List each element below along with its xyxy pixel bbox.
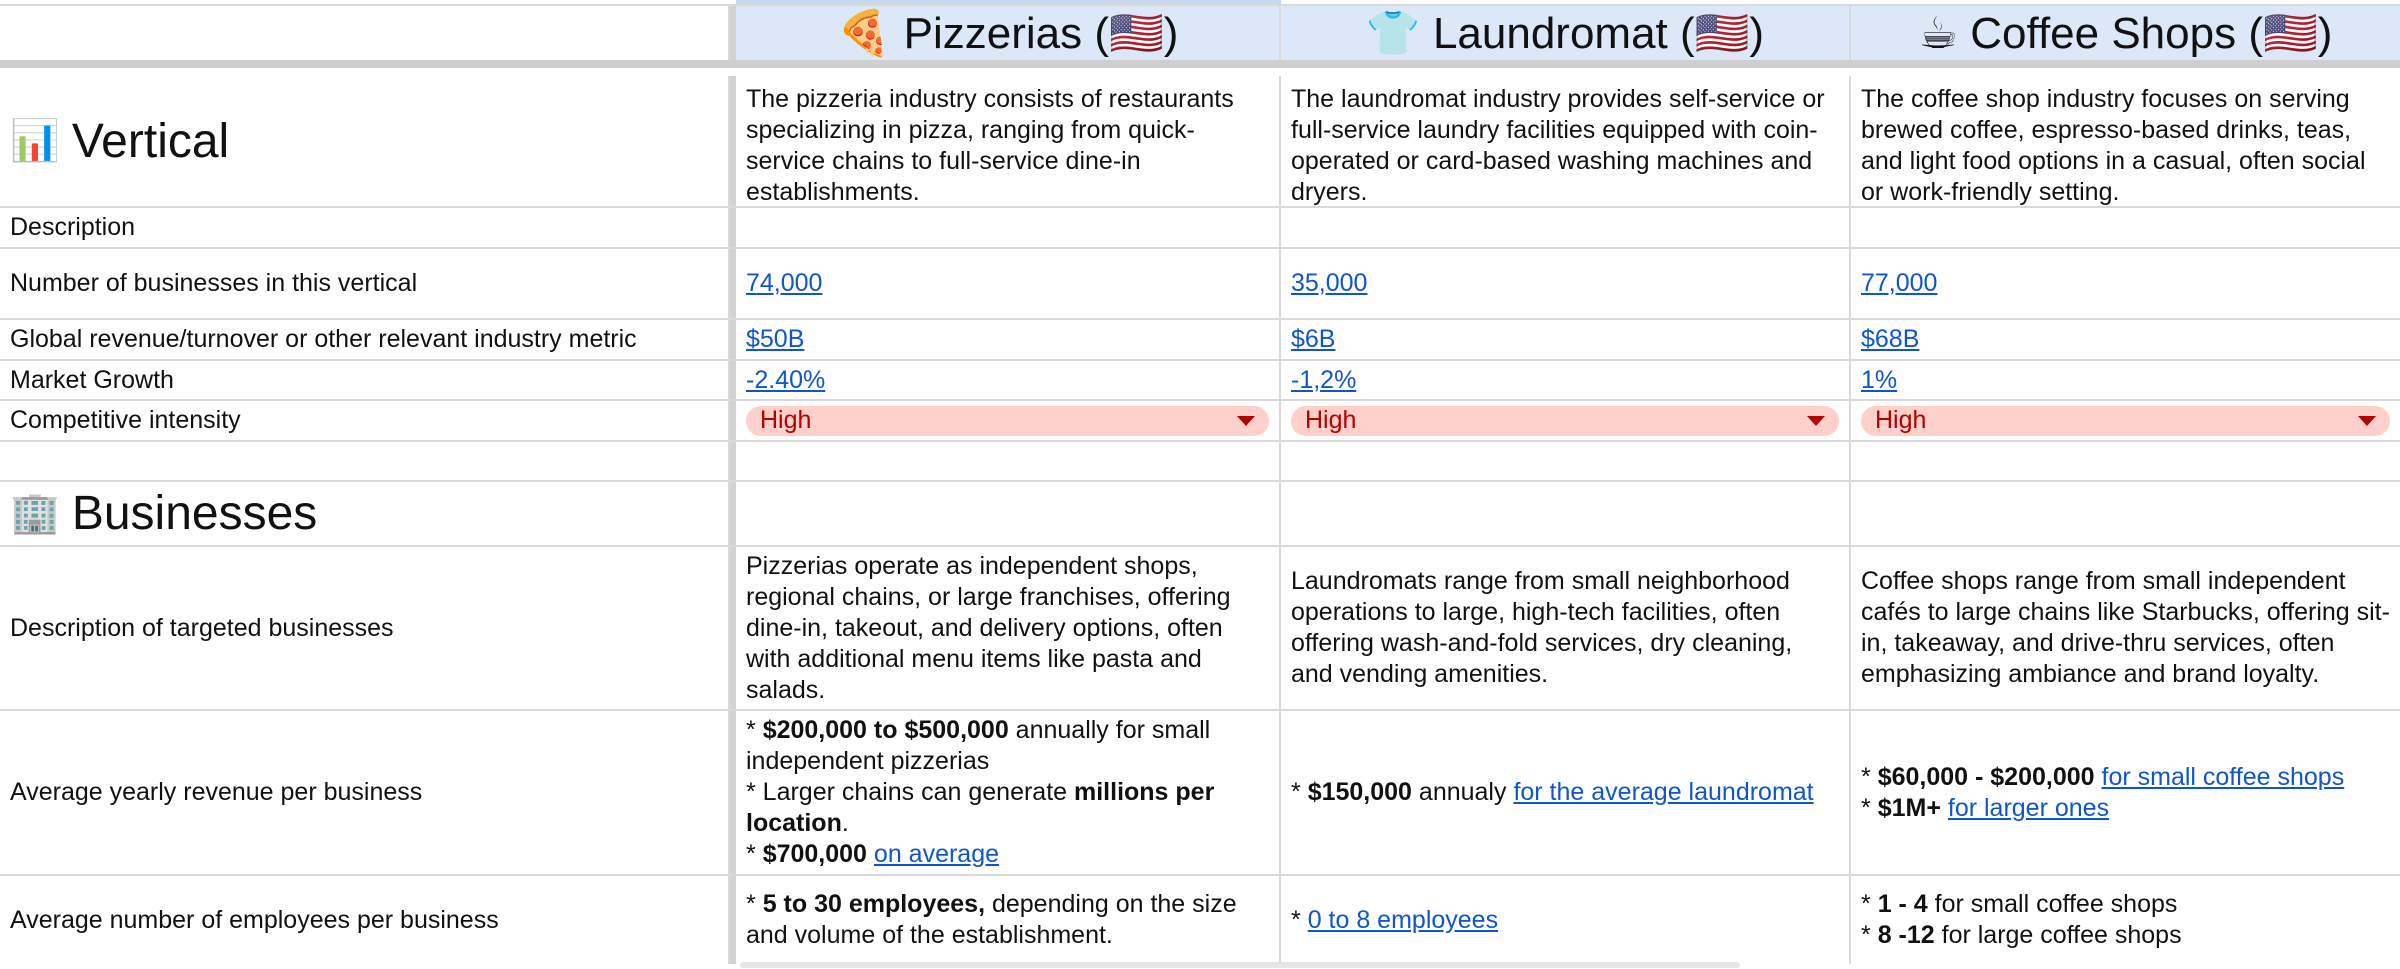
growth-pizzerias-link[interactable]: -2.40%: [746, 365, 826, 394]
header-label: Coffee Shops (🇺🇸): [1970, 8, 2333, 58]
targeted-laundromat[interactable]: Laundromats range from small neighborhood operations to large, high-tech facilities, often offering wash-and-fold services, dry cleaning, and vending amenities.: [1281, 547, 1851, 709]
bullet: *: [1861, 762, 1878, 791]
cell-empty[interactable]: [736, 442, 1281, 480]
cell-empty[interactable]: [736, 482, 1281, 545]
cell-empty[interactable]: [0, 442, 730, 480]
source-link[interactable]: for small coffee shops: [2101, 762, 2345, 791]
competition-dropdown[interactable]: [1291, 406, 1839, 436]
bullet: *: [1861, 793, 1878, 822]
bold-value: 1 - 4: [1877, 890, 1928, 918]
revenue-coffee-link[interactable]: $68B: [1861, 325, 1920, 353]
bullet: *: [1861, 890, 1878, 918]
bullet: *: [746, 890, 763, 918]
coffee-icon: ☕: [1918, 8, 1959, 58]
source-link[interactable]: for the average laundromat: [1513, 778, 1814, 806]
avg-revenue-laundromat[interactable]: [1281, 711, 1851, 874]
header-coffee-shops[interactable]: [1851, 6, 2400, 60]
row-label[interactable]: Average number of employees per business: [0, 876, 730, 964]
competition-coffee-cell: [1851, 401, 2400, 440]
chevron-down-icon: [1237, 416, 1255, 426]
revenue-laundromat-link[interactable]: $6B: [1291, 325, 1336, 353]
cell-empty[interactable]: [1851, 208, 2400, 247]
revenue-line: [746, 839, 1269, 870]
bold-value: 5 to 30 employees,: [762, 890, 986, 918]
vertical-section-row: [0, 76, 2400, 208]
revenue-line: [746, 715, 1269, 777]
cell-empty[interactable]: [1281, 442, 1851, 480]
competition-dropdown[interactable]: [746, 406, 1269, 436]
targeted-pizzerias[interactable]: Pizzerias operate as independent shops, regional chains, or large franchises, offering dine-in, takeout, and delivery options, often with additional menu items like pasta and salads.: [736, 547, 1281, 709]
bold-value: $200,000 to $500,000: [762, 716, 1009, 744]
text: * Larger chains can generate: [746, 778, 1074, 806]
chevron-down-icon: [2358, 416, 2376, 426]
vertical-desc-laundromat[interactable]: The laundromat industry provides self-service or full-service laundry facilities equipped with coin-operated or card-based washing machines and dryers.: [1281, 76, 1851, 206]
header-cell-empty[interactable]: [0, 6, 730, 60]
bold-value: $700,000: [762, 840, 867, 868]
dropdown-value: High: [1305, 406, 1357, 434]
num-businesses-coffee-link[interactable]: 77,000: [1861, 269, 1938, 297]
avg-revenue-pizzerias[interactable]: [736, 711, 1281, 874]
bold-value: $60,000 - $200,000: [1877, 762, 2095, 791]
businesses-section-row: [0, 482, 2400, 547]
avg-revenue-row: [0, 711, 2400, 876]
header-laundromat[interactable]: [1281, 6, 1851, 60]
office-building-icon: 🏢: [10, 491, 60, 535]
text: .: [841, 809, 849, 837]
text: for small coffee shops: [1927, 890, 2178, 918]
avg-employees-coffee[interactable]: [1851, 876, 2400, 964]
selected-column-indicator: [736, 0, 1281, 4]
row-label[interactable]: Global revenue/turnover or other relevant industry metric: [0, 320, 730, 359]
bullet: *: [746, 716, 763, 744]
competition-laundromat-cell: [1281, 401, 1851, 440]
targeted-coffee[interactable]: Coffee shops range from small independent cafés to large chains like Starbucks, offering sit-in, takeaway, and drive-thru services, often emphasizing ambiance and brand loyalty.: [1861, 567, 2390, 688]
bold-value: $150,000: [1307, 778, 1412, 806]
competition-row: [0, 401, 2400, 442]
header-label: Laundromat (🇺🇸): [1432, 8, 1765, 58]
header-row: [0, 6, 2400, 68]
bold-value: 8 -12: [1877, 921, 1935, 949]
competition-pizzerias-cell: [736, 401, 1281, 440]
num-businesses-pizzerias-link[interactable]: 74,000: [746, 269, 823, 297]
cell-empty[interactable]: [1851, 482, 2400, 545]
header-pizzerias[interactable]: [736, 6, 1281, 60]
revenue-row: [0, 320, 2400, 361]
source-link[interactable]: on average: [873, 840, 1000, 868]
cell-empty[interactable]: [1851, 442, 2400, 480]
horizontal-scrollbar[interactable]: [740, 962, 1740, 968]
bullet: *: [1291, 778, 1308, 806]
text: annually for small independent pizzerias: [746, 716, 1211, 775]
targeted-businesses-row: [0, 547, 2400, 711]
header-label: Pizzerias (🇺🇸): [903, 8, 1179, 58]
num-businesses-row: [0, 249, 2400, 320]
avg-revenue-coffee[interactable]: [1851, 711, 2400, 874]
growth-coffee-link[interactable]: 1%: [1861, 365, 1898, 394]
source-link[interactable]: 0 to 8 employees: [1307, 905, 1499, 934]
vertical-desc-pizzerias[interactable]: The pizzeria industry consists of restaurants specializing in pizza, ranging from quick-service chains to full-service dine-in establishments.: [736, 76, 1281, 206]
description-row: [0, 208, 2400, 249]
cell-empty[interactable]: [736, 208, 1281, 247]
bullet: *: [746, 840, 763, 868]
section-title: Vertical: [71, 114, 230, 168]
cell-empty[interactable]: [1281, 482, 1851, 545]
chevron-down-icon: [1807, 416, 1825, 426]
bar-chart-icon: 📊: [10, 118, 60, 163]
revenue-line: [1861, 793, 2344, 824]
empty-row: [0, 442, 2400, 482]
vertical-section-title[interactable]: [0, 76, 730, 206]
row-label[interactable]: Description of targeted businesses: [0, 547, 730, 709]
pizza-icon: 🍕: [836, 8, 892, 58]
revenue-line: [1861, 762, 2344, 793]
avg-employees-pizzerias[interactable]: [736, 876, 1281, 964]
market-growth-row: [0, 361, 2400, 401]
dropdown-value: High: [760, 406, 812, 434]
bold-value: $1M+: [1877, 793, 1941, 822]
bullet: *: [1861, 921, 1878, 949]
cell-empty[interactable]: [1281, 208, 1851, 247]
revenue-line: [746, 777, 1269, 839]
text: for large coffee shops: [1934, 921, 2182, 949]
dropdown-value: High: [1875, 406, 1927, 434]
employee-line: [1861, 889, 2182, 920]
competition-dropdown[interactable]: [1861, 406, 2390, 436]
num-businesses-laundromat-link[interactable]: 35,000: [1291, 269, 1368, 297]
row-label[interactable]: Market Growth: [0, 361, 730, 399]
avg-employees-laundromat[interactable]: [1281, 876, 1851, 964]
row-label[interactable]: Competitive intensity: [0, 401, 730, 440]
text: depending on the size and volume of the establishment.: [746, 890, 1237, 949]
source-link[interactable]: for larger ones: [1947, 793, 2110, 822]
shirt-icon: 👕: [1365, 8, 1421, 58]
businesses-section-title[interactable]: [0, 482, 730, 545]
vertical-desc-coffee[interactable]: The coffee shop industry focuses on serving brewed coffee, espresso-based drinks, teas, and light food options in a casual, often social or work-friendly setting.: [1861, 85, 2366, 206]
row-label[interactable]: Number of businesses in this vertical: [0, 249, 730, 318]
employee-line: [1861, 920, 2182, 951]
bullet: *: [1291, 905, 1308, 934]
revenue-pizzerias-link[interactable]: $50B: [746, 325, 805, 353]
row-label[interactable]: Description: [0, 208, 730, 247]
row-label[interactable]: Average yearly revenue per business: [0, 711, 730, 874]
text: annualy: [1411, 778, 1514, 806]
avg-employees-row: [0, 876, 2400, 964]
growth-laundromat-link[interactable]: -1,2%: [1291, 365, 1357, 394]
section-title: Businesses: [71, 487, 318, 540]
bold-value: millions per location: [746, 778, 1215, 837]
